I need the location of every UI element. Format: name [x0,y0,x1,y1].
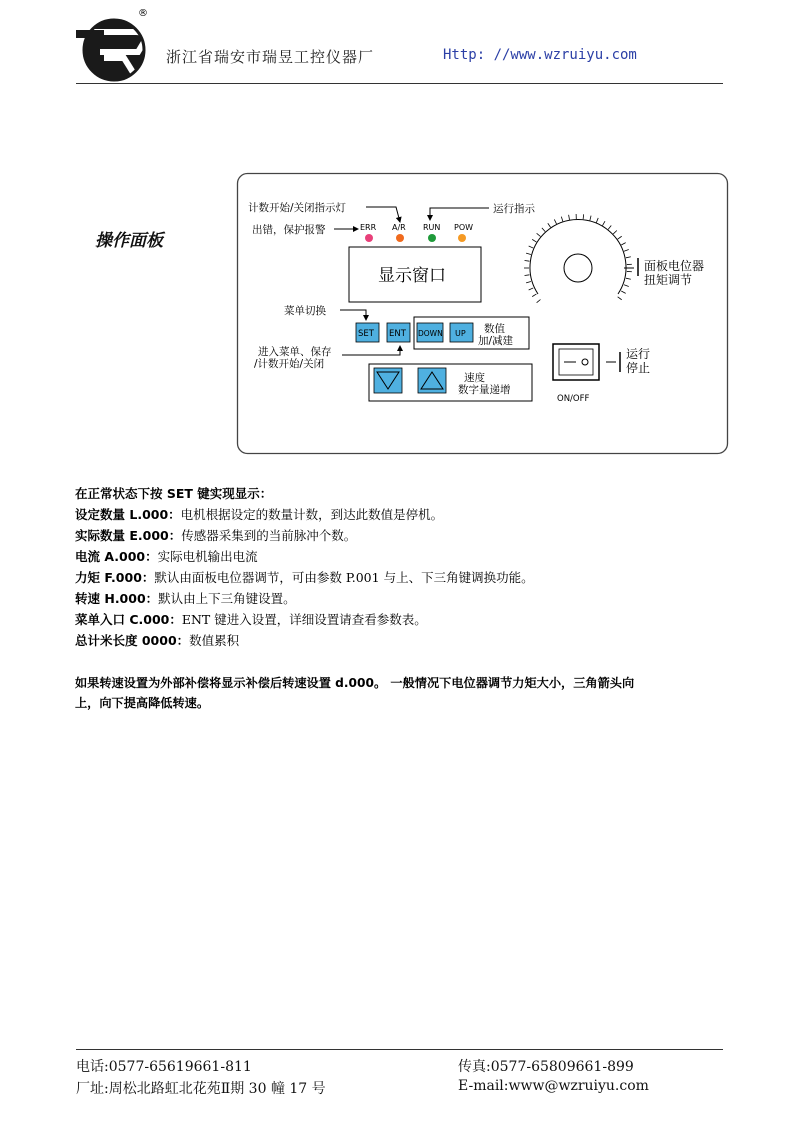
param-item: 电流 A.000：实际电机输出电流 [75,549,258,564]
intro-line: 在正常状态下按 SET 键实现显示： [75,486,273,501]
up-button-label: UP [455,329,466,338]
led-run [428,234,436,242]
led-label-err: ERR [360,223,377,232]
param-item: 转速 H.000：默认由上下三角键设置。 [75,591,296,606]
footer-email[interactable]: E-mail:www@wzruiyu.com [458,1078,649,1094]
dial-tick [583,214,584,219]
label-menu-switch: 菜单切换 [284,305,326,317]
led-ar [396,234,404,242]
switch-label-1: 运行 [626,347,651,361]
label-counter-light: 计数开始/关闭指示灯 [248,202,347,214]
label-error: 出错，保护报警 [252,224,326,236]
down-button-label: DOWN [418,329,443,338]
param-item: 力矩 F.000：默认由面板电位器调节，可由参数 P.001 与上、下三角键调换功能。 [75,570,534,585]
value-label-1: 数值 [484,323,505,335]
set-button-label: SET [358,329,374,339]
speed-label-1: 速度 [464,372,485,384]
company-url[interactable]: Http: //www.wzruiyu.com [443,47,637,63]
param-item: 总计米长度 0000：数值累积 [75,633,240,648]
param-item: 实际数量 E.000：传感器采集到的当前脉冲个数。 [75,528,357,543]
registered-mark: ® [138,8,148,19]
label-run-indicator: 运行指示 [493,203,535,215]
company-logo [74,12,154,84]
label-enter-2: /计数开始/关闭 [254,358,325,370]
switch-label-2: 停止 [626,361,651,375]
company-name: 浙江省瑞安市瑞昱工控仪器厂 [166,48,375,66]
footer-fax: 传真:0577-65809661-899 [458,1059,634,1075]
led-err [365,234,373,242]
panel-caption: 操作面板 [95,231,163,251]
ent-button-label: ENT [389,329,406,339]
param-item: 菜单入口 C.000：ENT 键进入设置，详细设置请查看参数表。 [75,612,427,627]
value-label-2: 加/减建 [478,335,514,347]
switch-caption: ON/OFF [557,394,590,404]
pot-label-1: 面板电位器 [644,259,705,273]
operation-panel-diagram [236,172,730,456]
footer-divider [76,1049,723,1050]
led-pow [458,234,466,242]
led-label-pow: POW [454,223,474,232]
note-line-2: 上，向下提高降低转速。 [75,696,210,710]
pot-label-2: 扭矩调节 [644,273,693,287]
led-label-run: RUN [423,223,441,232]
param-item: 设定数量 L.000：电机根据设定的数量计数，到达此数值是停机。 [75,507,444,522]
footer-address: 厂址:周松北路虹北花苑Ⅱ期 30 幢 17 号 [76,1081,326,1097]
footer-phone: 电话:0577-65619661-811 [76,1059,252,1075]
display-window-label: 显示窗口 [378,266,446,286]
label-enter-1: 进入菜单、保存 [258,346,332,358]
speed-label-2: 数字量递增 [458,384,511,396]
note-line-1: 如果转速设置为外部补偿将显示补偿后转速设置 d.000。 一般情况下电位器调节力矩大小，三角箭头向 [75,676,635,690]
led-label-ar: A/R [392,223,406,232]
header-divider [76,83,723,84]
